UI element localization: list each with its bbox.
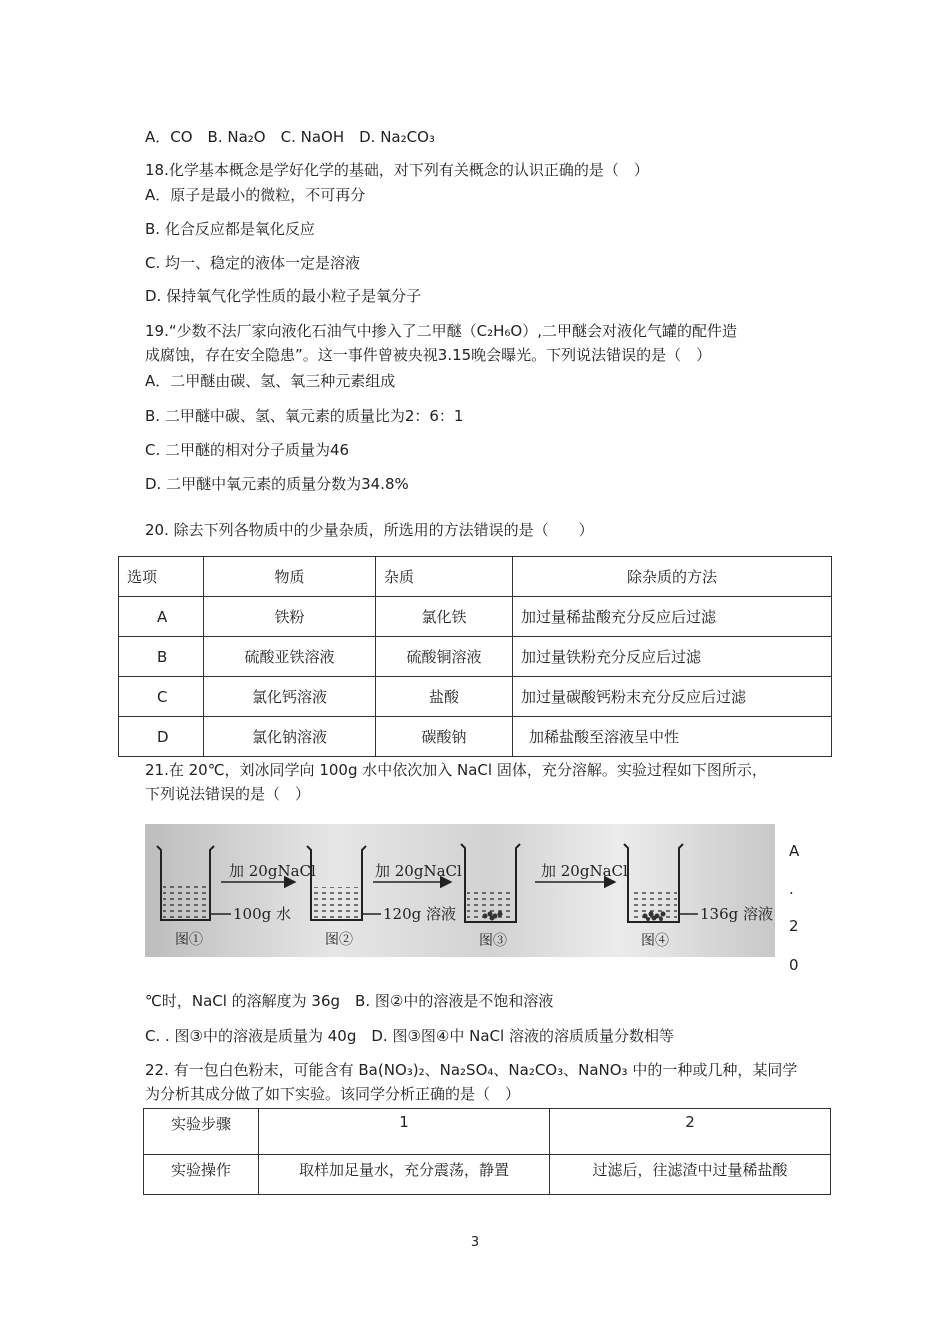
table-row <box>119 597 832 637</box>
table-row <box>119 677 832 717</box>
table-cell: D <box>119 717 204 757</box>
q21-experiment-figure <box>145 824 775 957</box>
table-cell: 过滤后，往滤渣中过量稀盐酸 <box>550 1155 831 1195</box>
q18-option-d: D. 保持氧气化学性质的最小粒子是氧分子 <box>145 287 422 305</box>
page-number: 3 <box>470 1235 480 1250</box>
table-cell: 2 <box>550 1109 831 1155</box>
table-cell: 加过量铁粉充分反应后过滤 <box>513 637 832 677</box>
q19-option-a: A．二甲醚由碳、氢、氧三种元素组成 <box>145 372 396 390</box>
table-cell: 铁粉 <box>204 597 376 637</box>
table-cell: 硫酸亚铁溶液 <box>204 637 376 677</box>
table-cell: 氯化铁 <box>376 597 513 637</box>
q19-stem-line2: 成腐蚀，存在安全隐患”。这一事件曾被央视3.15晚会曝光。下列说法错误的是（ ） <box>145 346 712 364</box>
table-cell: A <box>119 597 204 637</box>
table-cell: 加过量稀盐酸充分反应后过滤 <box>513 597 832 637</box>
table-cell: 取样加足量水，充分震荡，静置 <box>259 1155 550 1195</box>
q21-options-cd: C. . 图③中的溶液是质量为 40g D. 图③图④中 NaCl 溶液的溶质质量分数相等 <box>145 1027 674 1045</box>
fig-caption-4: 图④ <box>641 933 669 949</box>
table-cell: 实验操作 <box>144 1155 259 1195</box>
q19-stem-line1: 19.“少数不法厂家向液化石油气中掺入了二甲醚（C₂H₆O）,二甲醚会对液化气罐的配件造 <box>145 322 737 340</box>
table-header: 杂质 <box>376 557 513 597</box>
table-cell: 加过量碳酸钙粉末充分反应后过滤 <box>513 677 832 717</box>
q17-options: A．CO B. Na₂O C. NaOH D. Na₂CO₃ <box>145 128 435 146</box>
q18-option-b: B. 化合反应都是氧化反应 <box>145 220 315 238</box>
q18-option-c: C. 均一、稳定的液体一定是溶液 <box>145 254 361 272</box>
fig-solution-label-2: 120g 溶液 <box>383 905 457 923</box>
table-cell: 硫酸铜溶液 <box>376 637 513 677</box>
table-cell: 1 <box>259 1109 550 1155</box>
table-row <box>144 1109 831 1155</box>
q21-options-ab: ℃时，NaCl 的溶解度为 36g B. 图②中的溶液是不饱和溶液 <box>145 992 554 1010</box>
fig-add-label-2: 加 20gNaCl <box>375 862 462 880</box>
q22-table <box>143 1108 831 1195</box>
fig-caption-2: 图② <box>325 932 353 948</box>
q18-stem: 18.化学基本概念是学好化学的基础，对下列有关概念的认识正确的是（ ） <box>145 161 649 179</box>
q22-stem-line1: 22. 有一包白色粉末，可能含有 Ba(NO₃)₂、Na₂SO₄、Na₂CO₃、NaNO₃ 中的一种或几种，某同学 <box>145 1061 798 1079</box>
table-cell: 碳酸钠 <box>376 717 513 757</box>
q19-option-b: B. 二甲醚中碳、氢、氧元素的质量比为2：6：1 <box>145 407 464 425</box>
table-cell: 加稀盐酸至溶液呈中性 <box>513 717 832 757</box>
q21-side-dot: . <box>789 880 794 898</box>
q20-table <box>118 556 832 757</box>
q19-option-c: C. 二甲醚的相对分子质量为46 <box>145 441 350 459</box>
table-cell: 氯化钠溶液 <box>204 717 376 757</box>
table-cell: 氯化钙溶液 <box>204 677 376 717</box>
fig-add-label-1: 加 20gNaCl <box>229 862 316 880</box>
table-header: 选项 <box>119 557 204 597</box>
q19-option-d: D. 二甲醚中氧元素的质量分数为34.8% <box>145 475 409 493</box>
fig-caption-1: 图① <box>175 932 203 948</box>
q18-option-a: A．原子是最小的微粒，不可再分 <box>145 186 366 204</box>
table-cell: C <box>119 677 204 717</box>
fig-water-label-1: 100g 水 <box>233 905 292 923</box>
table-cell: 盐酸 <box>376 677 513 717</box>
q21-side-0: 0 <box>789 956 799 974</box>
table-header-row <box>119 557 832 597</box>
table-header: 物质 <box>204 557 376 597</box>
q22-stem-line2: 为分析其成分做了如下实验。该同学分析正确的是（ ） <box>145 1085 521 1103</box>
fig-caption-3: 图③ <box>479 933 507 949</box>
q21-stem-line1: 21.在 20℃，刘冰同学向 100g 水中依次加入 NaCl 固体，充分溶解。实验过程如下图所示， <box>145 761 767 779</box>
table-cell: 实验步骤 <box>144 1109 259 1155</box>
fig-solution-label-4: 136g 溶液 <box>700 905 774 923</box>
table-cell: B <box>119 637 204 677</box>
table-row <box>119 637 832 677</box>
table-header: 除杂质的方法 <box>513 557 832 597</box>
q21-side-2: 2 <box>789 917 799 935</box>
q21-stem-line2: 下列说法错误的是（ ） <box>145 785 311 803</box>
fig-add-label-3: 加 20gNaCl <box>541 862 628 880</box>
q21-side-a: A <box>789 842 800 860</box>
table-row <box>144 1155 831 1195</box>
table-row <box>119 717 832 757</box>
q20-stem: 20. 除去下列各物质中的少量杂质，所选用的方法错误的是（ ） <box>145 521 594 539</box>
